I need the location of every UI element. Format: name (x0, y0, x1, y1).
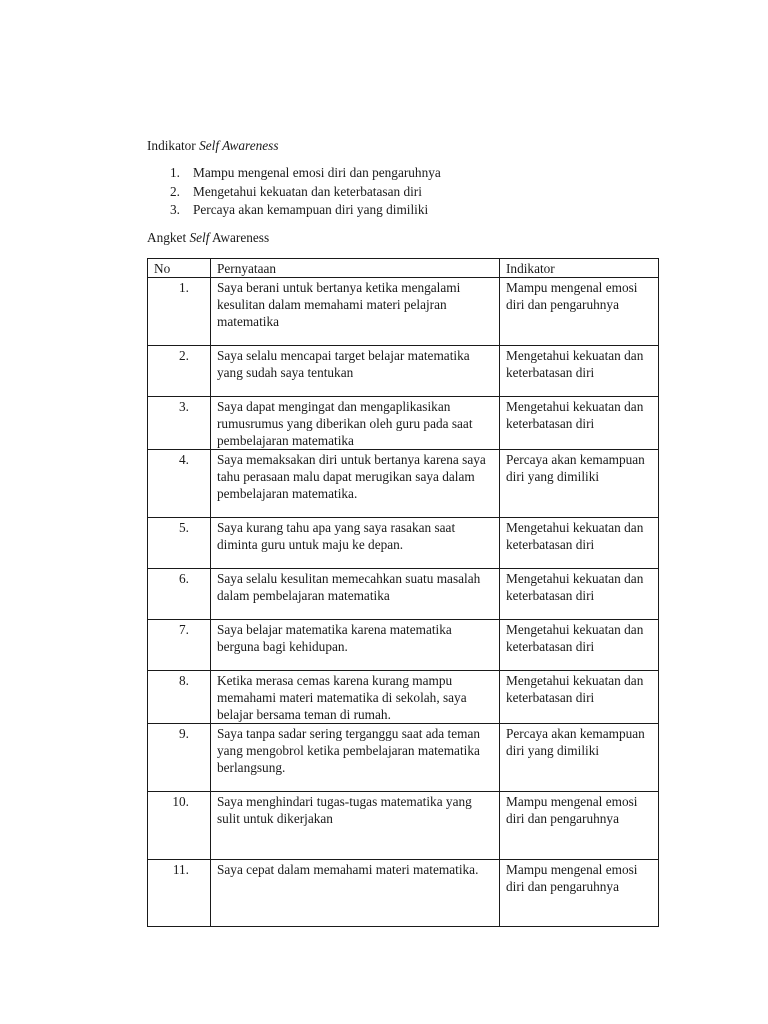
cell-pernyataan: Saya menghindari tugas-tugas matematika yang sulit untuk dikerjakan (211, 792, 500, 860)
table-row (148, 620, 659, 671)
questionnaire-heading: Angket Self Awareness (147, 230, 270, 245)
cell-no: 2. (148, 346, 211, 397)
table-row (148, 724, 659, 792)
cell-pernyataan: Saya kurang tahu apa yang saya rasakan saat diminta guru untuk maju ke depan. (211, 518, 500, 569)
cell-pernyataan: Saya dapat mengingat dan mengaplikasikan rumusrumus yang diberikan oleh guru pada saat pembelajaran matematika (211, 397, 500, 450)
table-row (148, 860, 659, 927)
cell-pernyataan: Saya berani untuk bertanya ketika mengalami kesulitan dalam memahami materi pelajran matematika (211, 278, 500, 346)
indicator-heading-italic: Self Awareness (199, 138, 279, 153)
cell-pernyataan: Ketika merasa cemas karena kurang mampu memahami materi matematika di sekolah, saya belajar bersama teman di rumah. (211, 671, 500, 724)
cell-indikator: Percaya akan kemampuan diri yang dimiliki (500, 450, 659, 518)
cell-indikator: Percaya akan kemampuan diri yang dimiliki (500, 724, 659, 792)
table-row (148, 450, 659, 518)
cell-pernyataan: Saya selalu mencapai target belajar matematika yang sudah saya tentukan (211, 346, 500, 397)
indicator-heading (147, 137, 279, 154)
cell-no: 4. (148, 450, 211, 518)
cell-pernyataan: Saya cepat dalam memahami materi matematika. (211, 860, 500, 927)
list-item: 3. Percaya akan kemampuan diri yang dimiliki (170, 202, 429, 217)
cell-no: 1. (148, 278, 211, 346)
header-pernyataan: Pernyataan (211, 259, 500, 278)
cell-indikator: Mampu mengenal emosi diri dan pengaruhnya (500, 792, 659, 860)
list-item: 1. Mampu mengenal emosi diri dan pengaruhnya (170, 165, 441, 180)
questionnaire-table (147, 258, 659, 927)
table-row (148, 671, 659, 724)
table-row (148, 792, 659, 860)
cell-no: 6. (148, 569, 211, 620)
cell-no: 8. (148, 671, 211, 724)
cell-indikator: Mampu mengenal emosi diri dan pengaruhnya (500, 278, 659, 346)
cell-no: 5. (148, 518, 211, 569)
list-item: 2. Mengetahui kekuatan dan keterbatasan diri (170, 183, 422, 199)
cell-indikator: Mengetahui kekuatan dan keterbatasan diri (500, 671, 659, 724)
header-indikator: Indikator (500, 259, 659, 278)
cell-indikator: Mengetahui kekuatan dan keterbatasan diri (500, 346, 659, 397)
cell-pernyataan: Saya belajar matematika karena matematika berguna bagi kehidupan. (211, 620, 500, 671)
table-header-row (148, 259, 659, 278)
cell-no: 9. (148, 724, 211, 792)
cell-no: 3. (148, 397, 211, 450)
cell-indikator: Mengetahui kekuatan dan keterbatasan diri (500, 518, 659, 569)
cell-indikator: Mengetahui kekuatan dan keterbatasan diri (500, 569, 659, 620)
indicator-list (170, 164, 441, 220)
cell-indikator: Mengetahui kekuatan dan keterbatasan diri (500, 397, 659, 450)
table-row (148, 397, 659, 450)
cell-indikator: Mengetahui kekuatan dan keterbatasan diri (500, 620, 659, 671)
table-row (148, 569, 659, 620)
table-row (148, 278, 659, 346)
indicator-heading-prefix: Indikator (147, 138, 200, 153)
cell-indikator: Mampu mengenal emosi diri dan pengaruhnya (500, 860, 659, 927)
header-no: No (148, 259, 211, 278)
cell-no: 7. (148, 620, 211, 671)
cell-no: 10. (148, 792, 211, 860)
cell-pernyataan: Saya tanpa sadar sering terganggu saat ada teman yang mengobrol ketika pembelajaran matematika berlangsung. (211, 724, 500, 792)
table-row (148, 346, 659, 397)
cell-pernyataan: Saya memaksakan diri untuk bertanya karena saya tahu perasaan malu dapat merugikan saya dalam pembelajaran matematika. (211, 450, 500, 518)
cell-pernyataan: Saya selalu kesulitan memecahkan suatu masalah dalam pembelajaran matematika (211, 569, 500, 620)
table-row (148, 518, 659, 569)
cell-no: 11. (148, 860, 211, 927)
